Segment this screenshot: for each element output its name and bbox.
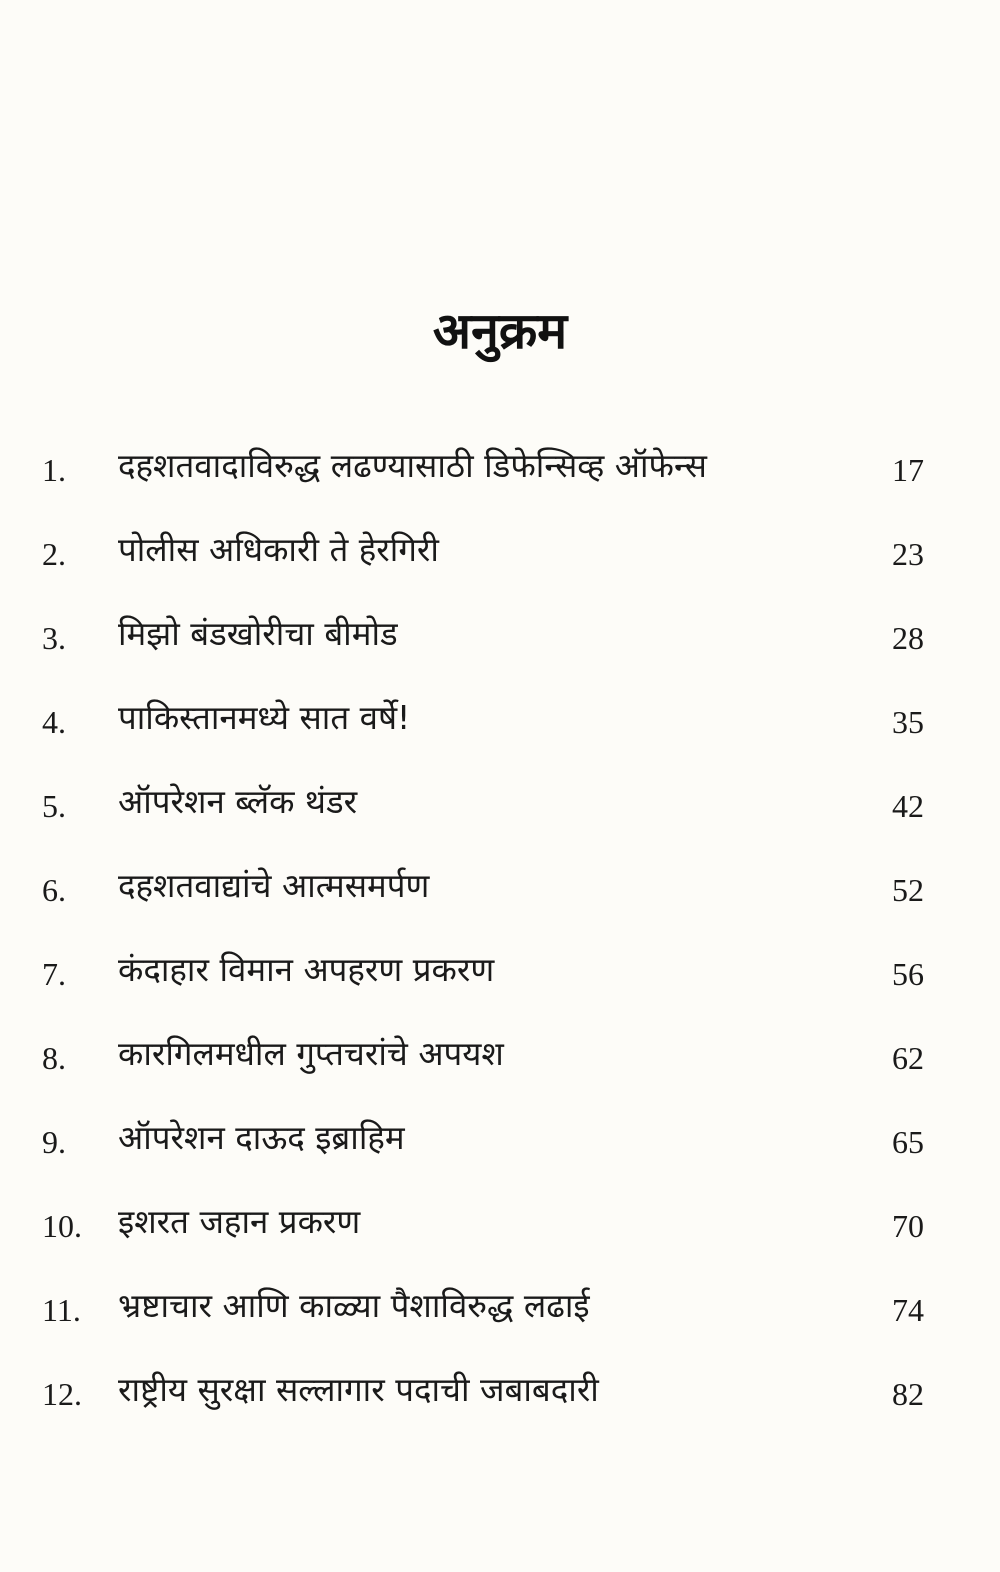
toc-entry bbox=[0, 938, 1000, 1022]
toc-entry-page: 65 bbox=[892, 1124, 924, 1160]
toc-entry-page: 35 bbox=[892, 704, 924, 740]
toc-entry-page: 56 bbox=[892, 956, 924, 992]
toc-entry-number: 7. bbox=[42, 956, 66, 992]
toc-entry-number: 2. bbox=[42, 536, 66, 572]
toc-entry-number: 9. bbox=[42, 1124, 66, 1160]
toc-entry bbox=[0, 686, 1000, 770]
toc-entry bbox=[0, 1274, 1000, 1358]
toc-entry-page: 23 bbox=[892, 536, 924, 572]
toc-entry-title: ऑपरेशन ब्लॅक थंडर bbox=[118, 782, 358, 821]
toc-entry bbox=[0, 854, 1000, 938]
toc-entry bbox=[0, 434, 1000, 518]
toc-entry-number: 4. bbox=[42, 704, 66, 740]
toc-entry bbox=[0, 1358, 1000, 1442]
toc-entry-title: ऑपरेशन दाऊद इब्राहिम bbox=[118, 1118, 405, 1157]
toc-entry-page: 74 bbox=[892, 1292, 924, 1328]
toc-entry-title: इशरत जहान प्रकरण bbox=[118, 1202, 361, 1241]
toc-entry-number: 11. bbox=[42, 1292, 81, 1328]
toc-entry-title: कारगिलमधील गुप्तचरांचे अपयश bbox=[118, 1034, 504, 1073]
toc-entry-number: 1. bbox=[42, 452, 66, 488]
toc-entry-number: 3. bbox=[42, 620, 66, 656]
toc-entry-title: कंदाहार विमान अपहरण प्रकरण bbox=[118, 950, 495, 989]
page-title: अनुक्रम bbox=[432, 301, 568, 360]
toc-entry-title: राष्ट्रीय सुरक्षा सल्लागार पदाची जबाबदारी bbox=[118, 1370, 599, 1409]
toc-entry-page: 70 bbox=[892, 1208, 924, 1244]
toc-entry-page: 28 bbox=[892, 620, 924, 656]
toc-entry-number: 8. bbox=[42, 1040, 66, 1076]
toc-entry-page: 52 bbox=[892, 872, 924, 908]
toc-entry-title: पोलीस अधिकारी ते हेरगिरी bbox=[118, 530, 439, 569]
toc-entry-page: 82 bbox=[892, 1376, 924, 1412]
toc-entry-title: भ्रष्टाचार आणि काळ्या पैशाविरुद्ध लढाई bbox=[118, 1286, 590, 1325]
toc-entry bbox=[0, 1190, 1000, 1274]
toc-entry bbox=[0, 1106, 1000, 1190]
toc-entry-number: 6. bbox=[42, 872, 66, 908]
toc-entry-title: पाकिस्तानमध्ये सात वर्षे! bbox=[118, 698, 411, 737]
toc-entry-number: 5. bbox=[42, 788, 66, 824]
table-of-contents bbox=[0, 434, 1000, 1442]
toc-entry bbox=[0, 770, 1000, 854]
toc-entry bbox=[0, 518, 1000, 602]
toc-entry-number: 12. bbox=[42, 1376, 82, 1412]
toc-entry-title: दहशतवादाविरुद्ध लढण्यासाठी डिफेन्सिव्ह ऑफेन्स bbox=[118, 446, 707, 485]
toc-entry-number: 10. bbox=[42, 1208, 82, 1244]
toc-entry-page: 17 bbox=[892, 452, 924, 488]
toc-entry-page: 42 bbox=[892, 788, 924, 824]
toc-entry bbox=[0, 602, 1000, 686]
toc-entry bbox=[0, 1022, 1000, 1106]
toc-entry-page: 62 bbox=[892, 1040, 924, 1076]
toc-entry-title: मिझो बंडखोरीचा बीमोड bbox=[118, 614, 398, 653]
toc-entry-title: दहशतवाद्यांचे आत्मसमर्पण bbox=[118, 866, 430, 905]
